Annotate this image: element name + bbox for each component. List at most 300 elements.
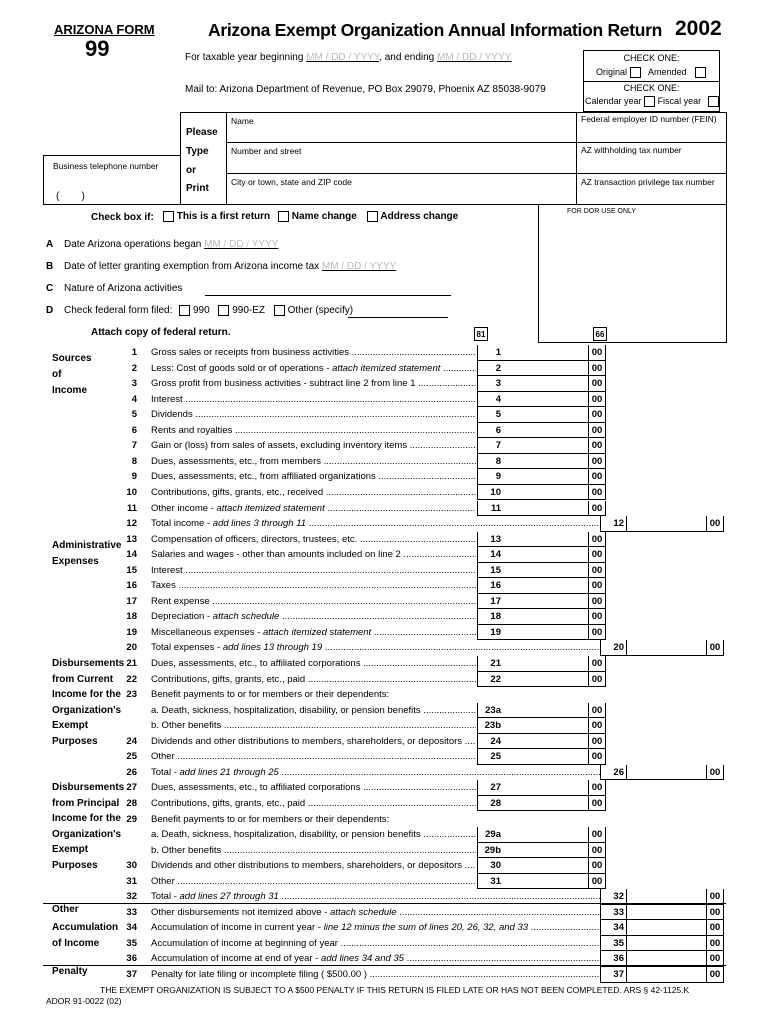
line-box-number: 18	[477, 609, 503, 625]
line-description	[151, 780, 476, 796]
line-number: 13	[126, 533, 137, 545]
section-penalty: Penalty	[52, 966, 88, 977]
taxable-year-line	[185, 52, 511, 63]
line-description-instruction: add lines 27 through 31	[179, 891, 279, 903]
cents-field: 00	[588, 392, 605, 408]
question-b-text: Date of letter granting exemption from Arizona income tax	[64, 261, 320, 272]
line-description-text: Rent expense	[151, 595, 210, 607]
question-a-text: Date Arizona operations began	[64, 239, 202, 250]
line-number: 11	[126, 502, 137, 514]
line-box-number: 27	[477, 780, 503, 796]
check-one-label-2: CHECK ONE:	[623, 83, 680, 93]
line-row	[0, 532, 770, 548]
line-description-text: Total -	[151, 766, 180, 778]
line-number: 24	[126, 735, 137, 747]
amount-input[interactable]	[503, 376, 588, 392]
and-ending-label: , and ending	[379, 52, 435, 63]
cents-field: 00	[588, 454, 605, 470]
line-row	[0, 858, 770, 874]
cents-field: 00	[588, 547, 605, 563]
line-number: 9	[131, 471, 137, 483]
cents-field: 00	[588, 874, 605, 890]
taxable-end-input[interactable]: MM / DD / YYYY	[437, 52, 512, 63]
line-box-number: 19	[477, 625, 503, 641]
line-row	[0, 843, 770, 859]
fiscal-year-checkbox[interactable]	[708, 96, 719, 107]
line-number: 19	[126, 626, 137, 638]
line-description	[151, 501, 476, 517]
amount-input[interactable]	[503, 843, 588, 859]
form-id: ADOR 91-0022 (02)	[46, 996, 122, 1006]
total-line-box-number: 12	[600, 516, 626, 532]
question-c	[64, 283, 182, 294]
line-box-number: 10	[477, 485, 503, 501]
cents-field: 00	[588, 656, 605, 672]
line-row	[0, 501, 770, 517]
line-description	[151, 812, 476, 828]
tpt-field[interactable]: AZ transaction privilege tax number	[581, 177, 715, 187]
line-description-text: Accumulation of income at beginning of year	[151, 937, 338, 949]
check-box-if-label: Check box if:	[91, 212, 154, 223]
amount-input[interactable]	[503, 547, 588, 563]
line-description-text: Total expenses -	[151, 642, 223, 654]
cents-field: 00	[588, 361, 605, 377]
total-amount-input[interactable]	[626, 516, 706, 532]
amount-input[interactable]	[503, 423, 588, 439]
line-row	[0, 563, 770, 579]
form-other-label: Other (specify)	[287, 305, 354, 317]
amount-input[interactable]	[503, 594, 588, 610]
line-number: 26	[126, 766, 137, 778]
line-description	[151, 547, 476, 563]
line-row	[0, 407, 770, 423]
line-description-instruction: add lines 21 through 25	[179, 766, 279, 778]
taxable-begin-input[interactable]: MM / DD / YYYY	[306, 52, 380, 63]
amount-input[interactable]	[503, 827, 588, 843]
section-sources-of-income: Sources of Income	[52, 353, 92, 396]
total-line-box-number: 34	[600, 920, 626, 936]
line-number: 7	[131, 440, 137, 452]
street-field[interactable]: Number and street	[231, 146, 302, 156]
line-number: 23	[126, 689, 137, 701]
line-number: 33	[126, 906, 137, 918]
other-form-specify-input[interactable]	[348, 317, 448, 318]
identification-block	[43, 112, 727, 204]
cents-field: 00	[588, 672, 605, 688]
line-description	[151, 407, 476, 423]
line-description	[151, 967, 601, 983]
line-number: 29	[126, 813, 137, 825]
line-box-number: 17	[477, 594, 503, 610]
line-description	[151, 843, 476, 859]
line-box-number: 5	[477, 407, 503, 423]
line-description	[151, 858, 476, 874]
name-change-label: Name change	[291, 211, 357, 223]
line-box-number: 6	[477, 423, 503, 439]
line-number: 27	[126, 782, 137, 794]
line-box-number: 29b	[477, 843, 503, 859]
cents-field: 00	[588, 594, 605, 610]
section-accumulation-of-income: Accumulation of Income	[52, 922, 119, 949]
line-description-text: Benefit payments to or for members or their dependents:	[151, 813, 390, 825]
line-row	[0, 905, 770, 921]
amount-input[interactable]	[503, 532, 588, 548]
total-line-box-number: 26	[600, 765, 626, 781]
cents-field: 00	[588, 376, 605, 392]
line-row	[0, 438, 770, 454]
line-number: 31	[126, 875, 137, 887]
amount-input[interactable]	[503, 656, 588, 672]
line-row	[0, 516, 770, 532]
line-description-instruction: attach itemized statement	[216, 502, 325, 514]
line-description	[151, 376, 476, 392]
line-description	[151, 936, 601, 952]
cents-field: 00	[588, 625, 605, 641]
line-description	[151, 469, 476, 485]
question-b	[64, 261, 396, 272]
line-description-instruction: add lines 3 through 11	[212, 518, 307, 530]
total-cents-field: 00	[706, 640, 724, 656]
line-number: 28	[126, 797, 137, 809]
amount-input[interactable]	[503, 345, 588, 361]
name-change-option[interactable]	[278, 211, 357, 222]
total-amount-input[interactable]	[626, 889, 706, 905]
line-description-text: Other	[151, 751, 175, 763]
amount-input[interactable]	[503, 454, 588, 470]
cents-field: 00	[588, 469, 605, 485]
line-box-number: 22	[477, 672, 503, 688]
line-description	[151, 594, 476, 610]
amount-input[interactable]	[503, 672, 588, 688]
cents-field: 00	[588, 563, 605, 579]
line-number: 22	[126, 673, 137, 685]
penalty-notice: THE EXEMPT ORGANIZATION IS SUBJECT TO A $500 PENALTY IF THIS RETURN IS FILED LATE OR HAS NOT BEEN COMPLETED. ARS § 42-1125.K	[100, 985, 690, 995]
line-description-text: Other income -	[151, 502, 217, 514]
form-990ez-label: 990-EZ	[232, 305, 265, 317]
line-description-text: Interest	[151, 393, 183, 405]
amount-input[interactable]	[503, 780, 588, 796]
question-d-text: Check federal form filed:	[64, 305, 173, 317]
line-description-text: Less: Cost of goods sold or of operations -	[151, 362, 333, 374]
total-amount-input[interactable]	[626, 951, 706, 967]
phone-field[interactable]: ( )	[56, 191, 85, 202]
total-line-box-number: 35	[600, 936, 626, 952]
form-number: 99	[85, 36, 110, 61]
check-one-label: CHECK ONE:	[623, 53, 680, 63]
line-description-text: Total income -	[151, 518, 213, 530]
line-box-number: 9	[477, 469, 503, 485]
line-description-text: Taxes	[151, 580, 176, 592]
line-description	[151, 485, 476, 501]
amount-input[interactable]	[503, 609, 588, 625]
amount-input[interactable]	[503, 563, 588, 579]
print-label: Print	[186, 183, 209, 194]
line-description-text: a. Death, sickness, hospitalization, disability, or pension benefits	[151, 829, 421, 841]
total-cents-field: 00	[706, 967, 724, 983]
line-row	[0, 936, 770, 952]
cents-field: 00	[588, 718, 605, 734]
calendar-year-checkbox[interactable]	[644, 96, 655, 107]
cents-field: 00	[588, 438, 605, 454]
address-change-checkbox[interactable]	[367, 211, 378, 222]
line-description-text: Accumulation of income in current year -	[151, 922, 324, 934]
amount-input[interactable]	[503, 578, 588, 594]
line-description-text: Dividends	[151, 409, 193, 421]
amount-input[interactable]	[503, 407, 588, 423]
line-number: 21	[126, 658, 137, 669]
cents-field: 00	[588, 423, 605, 439]
cents-field: 00	[588, 827, 605, 843]
original-checkbox[interactable]	[630, 67, 641, 78]
cents-field: 00	[588, 780, 605, 796]
form-990-label: 990	[192, 305, 210, 317]
total-cents-field: 00	[706, 889, 724, 905]
line-description	[151, 827, 476, 843]
line-description-text: Interest	[151, 564, 183, 576]
line-number: 4	[131, 393, 137, 405]
line-row	[0, 734, 770, 750]
line-number: 5	[131, 409, 137, 421]
question-d-letter: D	[46, 305, 54, 316]
cents-field: 00	[588, 734, 605, 750]
line-row	[0, 672, 770, 688]
amount-input[interactable]	[503, 858, 588, 874]
cents-field: 00	[588, 345, 605, 361]
line-box-number: 23a	[477, 703, 503, 719]
amount-input[interactable]	[503, 501, 588, 517]
total-line-box-number: 37	[600, 967, 626, 983]
line-number: 1	[131, 347, 137, 358]
line-box-number: 4	[477, 392, 503, 408]
line-description	[151, 920, 601, 936]
line-description	[151, 423, 476, 439]
line-row	[0, 749, 770, 765]
amount-input[interactable]	[503, 438, 588, 454]
line-description	[151, 640, 601, 656]
line-description-text: Rents and royalties	[151, 424, 233, 436]
line-box-number: 21	[477, 656, 503, 672]
cents-field: 00	[588, 843, 605, 859]
operations-began-input[interactable]: MM / DD / YYYY	[204, 239, 279, 250]
code-66-box: 66	[593, 327, 607, 341]
line-description	[151, 951, 601, 967]
line-description	[151, 563, 476, 579]
line-row	[0, 951, 770, 967]
attach-federal-return: Attach copy of federal return.	[91, 327, 231, 338]
line-number: 34	[126, 922, 137, 934]
line-description-text: Gross profit from business activities - subtract line 2 from line 1	[151, 378, 416, 390]
amount-input[interactable]	[503, 392, 588, 408]
total-cents-field: 00	[706, 765, 724, 781]
line-description	[151, 796, 476, 812]
form-title: Arizona Exempt Organization Annual Information Return	[208, 20, 663, 40]
city-field[interactable]: City or town, state and ZIP code	[231, 177, 352, 187]
total-amount-input[interactable]	[626, 967, 706, 983]
line-description-text: Accumulation of income at end of year -	[151, 953, 322, 965]
line-number: 20	[126, 642, 137, 654]
withholding-field[interactable]: AZ withholding tax number	[581, 145, 682, 155]
line-row	[0, 812, 770, 828]
total-line-box-number: 36	[600, 951, 626, 967]
line-number: 10	[126, 486, 137, 498]
form-other-checkbox[interactable]	[274, 305, 285, 316]
line-row	[0, 392, 770, 408]
line-description	[151, 625, 476, 641]
line-row	[0, 765, 770, 781]
line-number: 14	[126, 549, 137, 561]
line-row	[0, 889, 770, 905]
line-box-number: 8	[477, 454, 503, 470]
exemption-letter-date-input[interactable]: MM / DD / YYYY	[321, 261, 397, 272]
name-field[interactable]: Name	[231, 116, 254, 126]
question-d	[64, 305, 353, 316]
line-number: 15	[126, 564, 137, 576]
line-description	[151, 345, 476, 361]
line-description	[151, 889, 601, 905]
total-amount-input[interactable]	[626, 920, 706, 936]
line-description-text: Other disbursements not itemized above -	[151, 906, 331, 918]
line-description-instruction: add lines 13 through 19	[222, 642, 323, 654]
line-description	[151, 392, 476, 408]
line-number: 12	[126, 518, 137, 530]
line-row	[0, 578, 770, 594]
line-number: 18	[126, 611, 137, 623]
line-description-instruction: add lines 34 and 35	[321, 953, 404, 965]
amount-input[interactable]	[503, 874, 588, 890]
or-label: or	[186, 165, 196, 176]
line-description-instruction: attach schedule	[212, 611, 280, 623]
dor-use-label: FOR DOR USE ONLY	[567, 208, 637, 215]
total-cents-field: 00	[706, 905, 724, 921]
total-amount-input[interactable]	[626, 765, 706, 781]
line-description	[151, 765, 601, 781]
line-description	[151, 361, 476, 377]
line-box-number: 28	[477, 796, 503, 812]
line-description-instruction: line 12 minus the sum of lines 20, 26, 32, and 33	[323, 922, 529, 934]
line-description	[151, 687, 476, 703]
nature-activities-input[interactable]	[205, 295, 451, 296]
form-year: 2002	[675, 17, 722, 40]
line-box-number: 1	[477, 345, 503, 361]
address-change-option[interactable]	[367, 211, 458, 222]
line-description-text: Benefit payments to or for members or their dependents:	[151, 689, 390, 701]
name-change-checkbox[interactable]	[278, 211, 289, 222]
first-return-label: This is a first return	[176, 211, 271, 223]
line-row	[0, 423, 770, 439]
section-disbursements-principal: Disbursements from Principal Income for the Organization's Exempt Purposes	[52, 782, 125, 871]
total-amount-input[interactable]	[626, 905, 706, 921]
line-description-text: Compensation of officers, directors, trustees, etc.	[151, 533, 358, 545]
amount-input[interactable]	[503, 734, 588, 750]
total-line-box-number: 33	[600, 905, 626, 921]
line-description	[151, 734, 476, 750]
line-description	[151, 578, 476, 594]
line-description-text: Contributions, gifts, grants, etc., received	[151, 486, 324, 498]
section-other: Other	[52, 904, 79, 915]
line-box-number: 3	[477, 376, 503, 392]
amount-input[interactable]	[503, 796, 588, 812]
line-row	[0, 874, 770, 890]
line-description-text: b. Other benefits	[151, 720, 222, 732]
line-description	[151, 672, 476, 688]
line-box-number: 25	[477, 749, 503, 765]
line-box-number: 15	[477, 563, 503, 579]
line-description-text: Dividends and other distributions to members, shareholders, or depositors	[151, 860, 463, 872]
line-row	[0, 920, 770, 936]
first-return-checkbox[interactable]	[163, 211, 174, 222]
line-row	[0, 609, 770, 625]
check-one-return-type	[583, 50, 720, 82]
amount-input[interactable]	[503, 718, 588, 734]
line-row	[0, 796, 770, 812]
amended-label: Amended	[648, 67, 687, 77]
line-row	[0, 625, 770, 641]
amount-input[interactable]	[503, 749, 588, 765]
line-row	[0, 656, 770, 672]
line-description	[151, 516, 601, 532]
amended-checkbox[interactable]	[695, 67, 706, 78]
amount-input[interactable]	[503, 625, 588, 641]
line-description-text: Gain or (loss) from sales of assets, excluding inventory items	[151, 440, 408, 452]
code-81-box: 81	[474, 327, 488, 341]
total-cents-field: 00	[706, 936, 724, 952]
total-amount-input[interactable]	[626, 936, 706, 952]
amount-input[interactable]	[503, 361, 588, 377]
amount-input[interactable]	[503, 485, 588, 501]
total-line-box-number: 32	[600, 889, 626, 905]
phone-label: Business telephone number	[53, 161, 159, 171]
line-row	[0, 361, 770, 377]
amount-input[interactable]	[503, 703, 588, 719]
question-c-letter: C	[46, 283, 54, 294]
form-990ez-checkbox[interactable]	[218, 305, 229, 316]
line-description-text: Dues, assessments, etc., from affiliated organizations	[151, 471, 376, 483]
first-return-option[interactable]	[163, 211, 270, 222]
section-disbursements-current: Disbursements from Current Income for the Organization's Exempt Purposes	[52, 658, 125, 747]
total-cents-field: 00	[706, 920, 724, 936]
line-description	[151, 718, 476, 734]
line-description-text: Depreciation -	[151, 611, 213, 623]
original-label: Original	[596, 67, 628, 77]
cents-field: 00	[588, 485, 605, 501]
section-administrative-expenses: Administrative Expenses	[52, 540, 122, 567]
line-box-number: 31	[477, 874, 503, 890]
line-number: 17	[126, 595, 137, 607]
total-amount-input[interactable]	[626, 640, 706, 656]
line-description	[151, 874, 476, 890]
line-row	[0, 967, 770, 983]
line-description-text: Penalty for late filing or incomplete filing ( $500.00 )	[151, 969, 367, 980]
line-row	[0, 703, 770, 719]
question-c-text: Nature of Arizona activities	[64, 283, 183, 294]
line-description-text: Contributions, gifts, grants, etc., paid	[151, 673, 306, 685]
line-number: 6	[131, 424, 137, 436]
line-description-text: a. Death, sickness, hospitalization, disability, or pension benefits	[151, 704, 421, 716]
question-a-letter: A	[46, 239, 54, 250]
amount-input[interactable]	[503, 469, 588, 485]
fein-field[interactable]: Federal employer ID number (FEIN)	[581, 114, 717, 124]
line-number: 32	[126, 891, 137, 903]
form-990-checkbox[interactable]	[179, 305, 190, 316]
line-row	[0, 345, 770, 361]
line-box-number: 24	[477, 734, 503, 750]
line-row	[0, 547, 770, 563]
line-box-number: 2	[477, 361, 503, 377]
cents-field: 00	[588, 407, 605, 423]
line-description	[151, 905, 601, 921]
line-box-number: 14	[477, 547, 503, 563]
form-label: ARIZONA FORM	[54, 22, 155, 37]
